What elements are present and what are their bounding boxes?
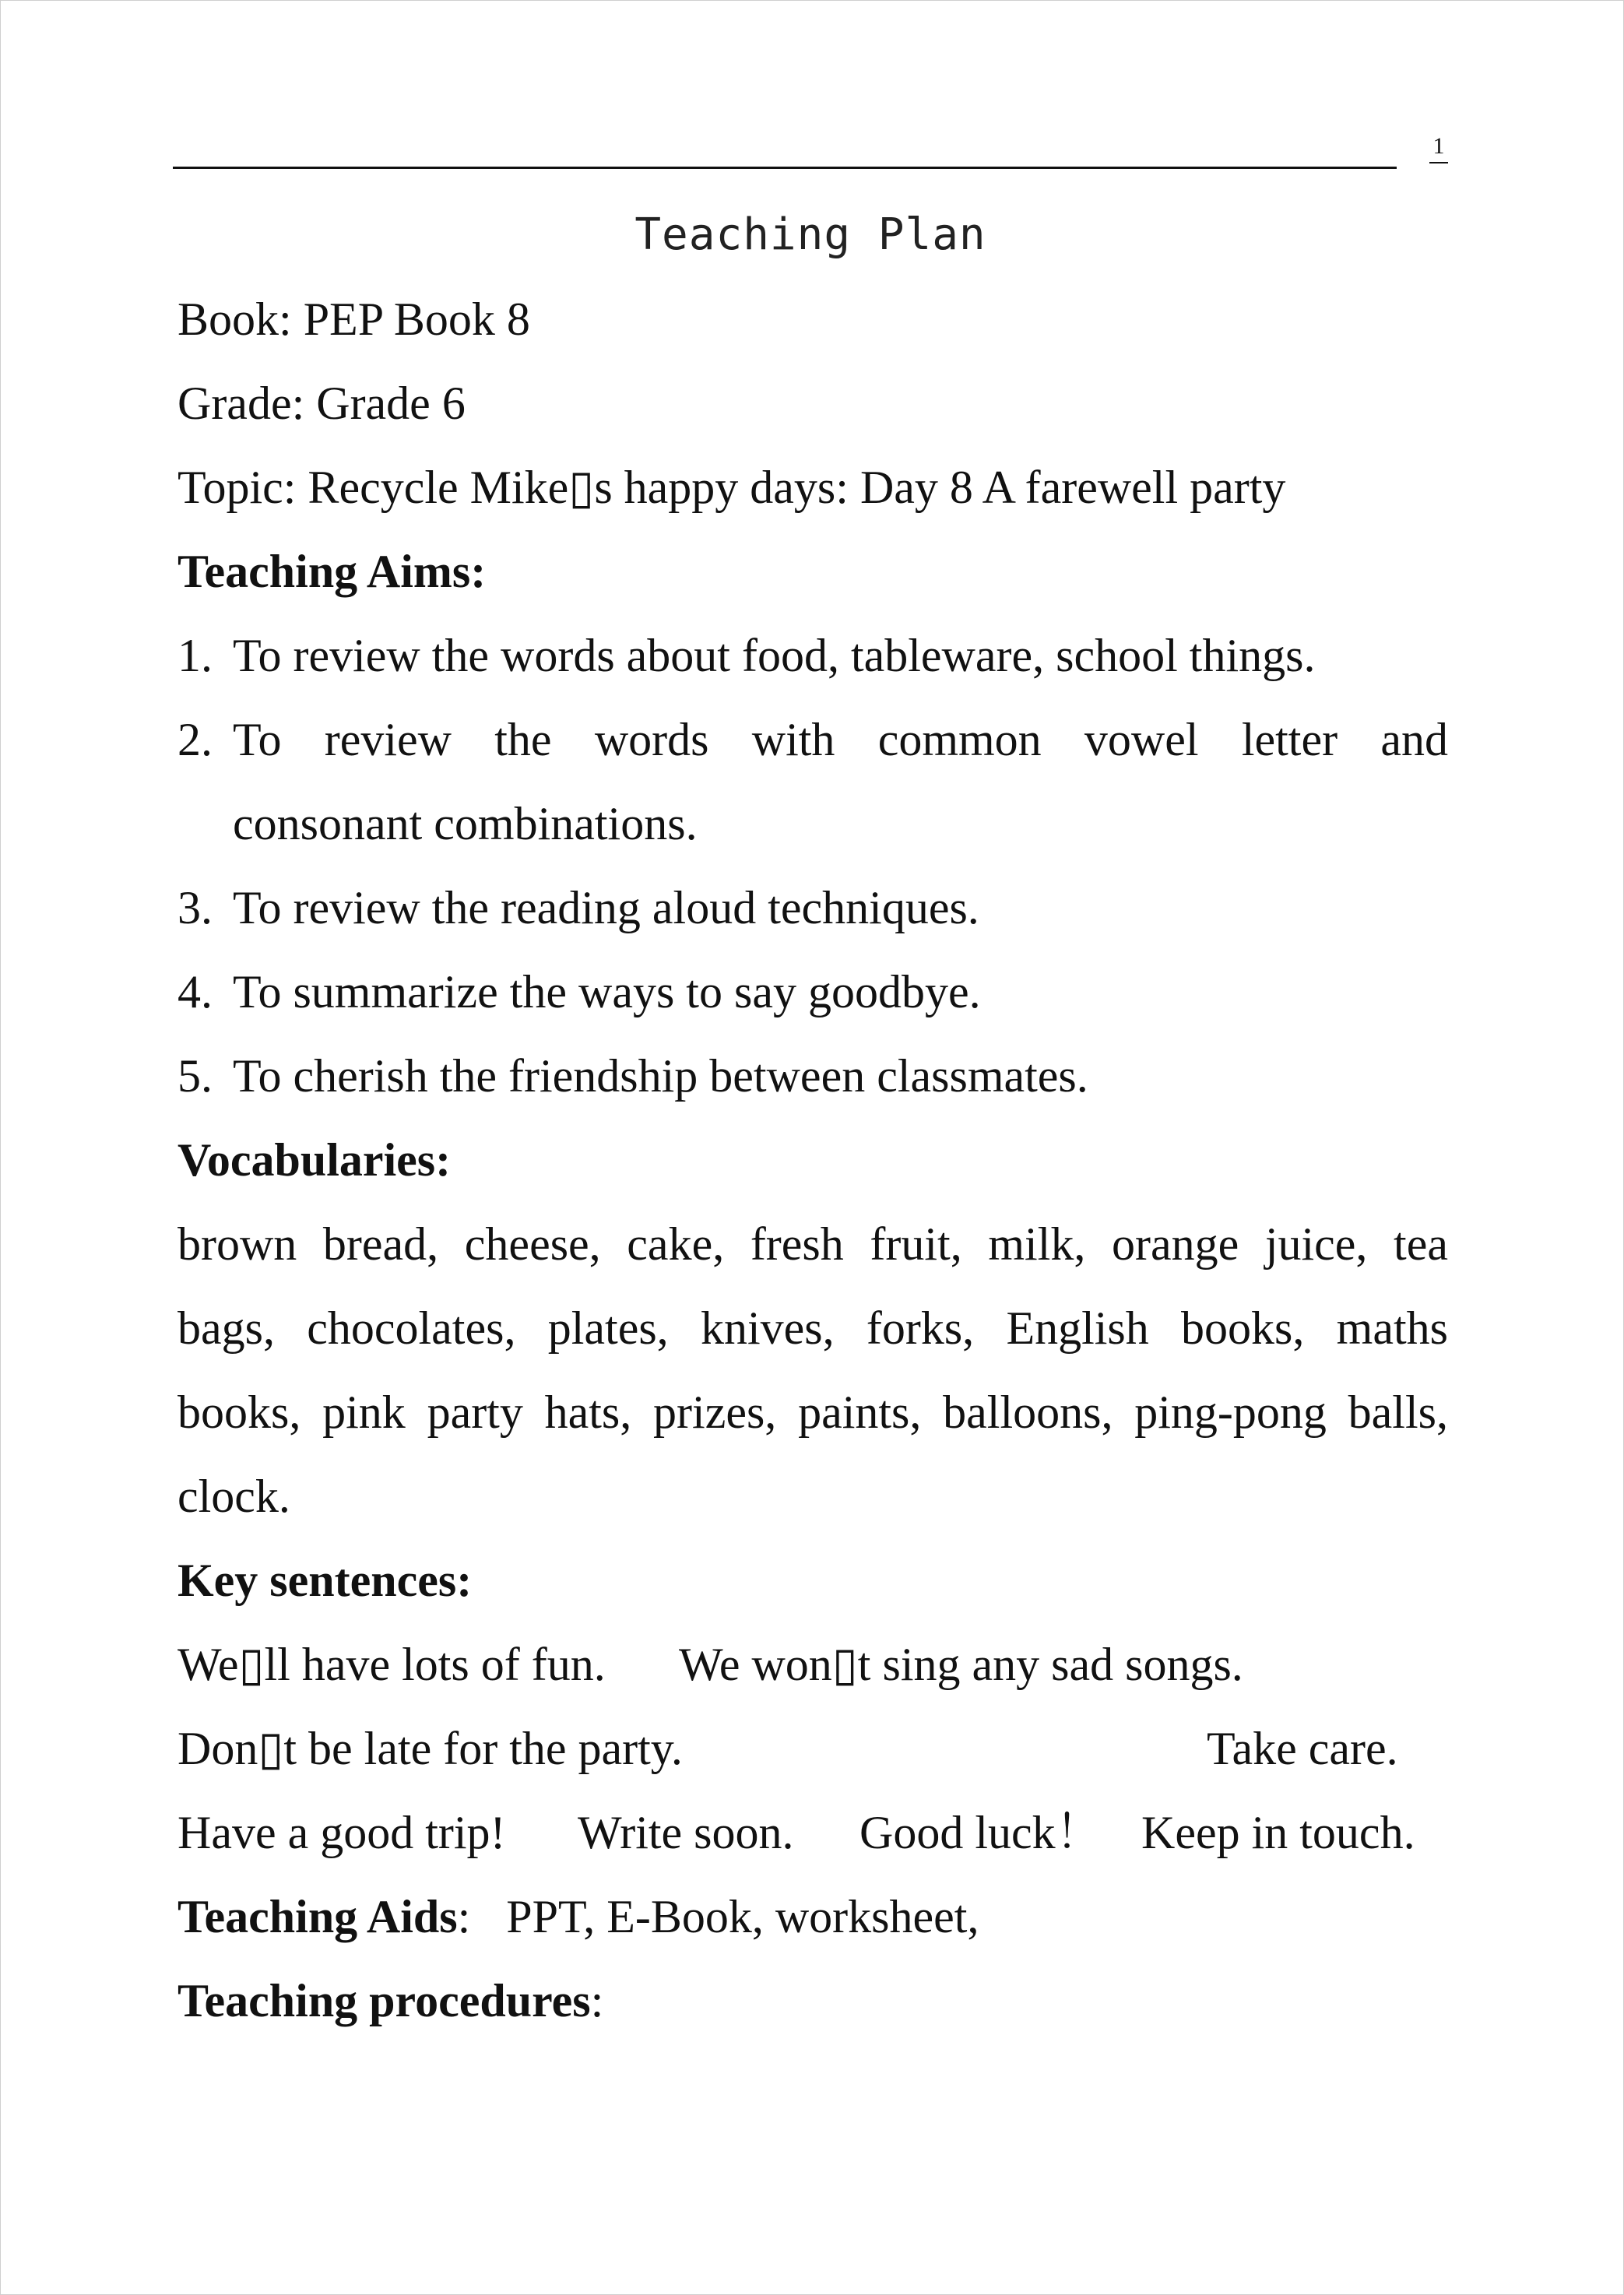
- aim-text: To review the reading aloud techniques.: [233, 882, 979, 933]
- aim-item-1: [178, 624, 1315, 687]
- key-sentence: Have a good trip!: [178, 1807, 506, 1858]
- aim-number: 3.: [178, 882, 213, 933]
- aim-item-5: [178, 1045, 1088, 1107]
- topic-line: Topic: Recycle Mike▯s happy days: Day 8 A farewell party: [178, 462, 1286, 513]
- key-sentence: We▯ll have lots of fun.: [178, 1639, 606, 1690]
- aim-text-continued: consonant combinations.: [233, 798, 698, 849]
- aim-number: 2.: [178, 714, 213, 765]
- vocabularies-heading: Vocabularies:: [178, 1134, 452, 1186]
- teaching-aids-colon: :: [457, 1891, 471, 1942]
- aim-item-3: [178, 877, 979, 939]
- aim-text: To review the words with common vowel letter and: [233, 714, 1448, 765]
- vocabulary-line: brown bread, cheese, cake, fresh fruit, milk, orange juice, tea: [178, 1218, 1448, 1270]
- aim-number: 5.: [178, 1050, 213, 1102]
- aim-item-4: [178, 961, 981, 1023]
- vocabulary-line: clock.: [178, 1471, 290, 1522]
- teaching-aids-heading: Teaching Aids: [178, 1891, 458, 1942]
- aim-number: 4.: [178, 966, 213, 1017]
- key-sentences-heading: Key sentences:: [178, 1555, 473, 1606]
- key-sentence: Write soon.: [578, 1807, 794, 1858]
- teaching-aids-value: PPT, E-Book, worksheet,: [506, 1891, 979, 1942]
- key-sentence: Keep in touch.: [1141, 1807, 1415, 1858]
- aim-text: To cherish the friendship between classmates.: [233, 1050, 1088, 1102]
- aim-item-2: [178, 708, 233, 771]
- book-line: Book: PEP Book 8: [178, 293, 530, 345]
- page-number: 1: [1429, 131, 1448, 163]
- teaching-aids-line: [178, 1886, 979, 1948]
- teaching-procedures-heading: Teaching procedures: [178, 1975, 591, 2026]
- key-sentence: We won▯t sing any sad songs.: [679, 1639, 1243, 1690]
- aim-text: To summarize the ways to say goodbye.: [233, 966, 981, 1017]
- aim-text: To review the words about food, tableware, school things.: [233, 630, 1316, 681]
- teaching-aims-heading: Teaching Aims:: [178, 546, 487, 597]
- vocabulary-line: bags, chocolates, plates, knives, forks, English books, maths: [178, 1302, 1448, 1354]
- teaching-procedures-colon: :: [590, 1975, 604, 2026]
- aim-number: 1.: [178, 630, 213, 681]
- grade-line: Grade: Grade 6: [178, 378, 466, 429]
- key-sentence: Don▯t be late for the party.: [178, 1723, 683, 1774]
- vocabulary-line: books, pink party hats, prizes, paints, balloons, ping-pong balls,: [178, 1386, 1448, 1438]
- teaching-procedures-line: [178, 1970, 603, 2032]
- key-sentence: Take care.: [1207, 1723, 1398, 1774]
- document-title: Teaching Plan: [634, 209, 986, 260]
- key-sentence: Good luck！: [859, 1807, 1102, 1858]
- header-rule: [173, 167, 1397, 169]
